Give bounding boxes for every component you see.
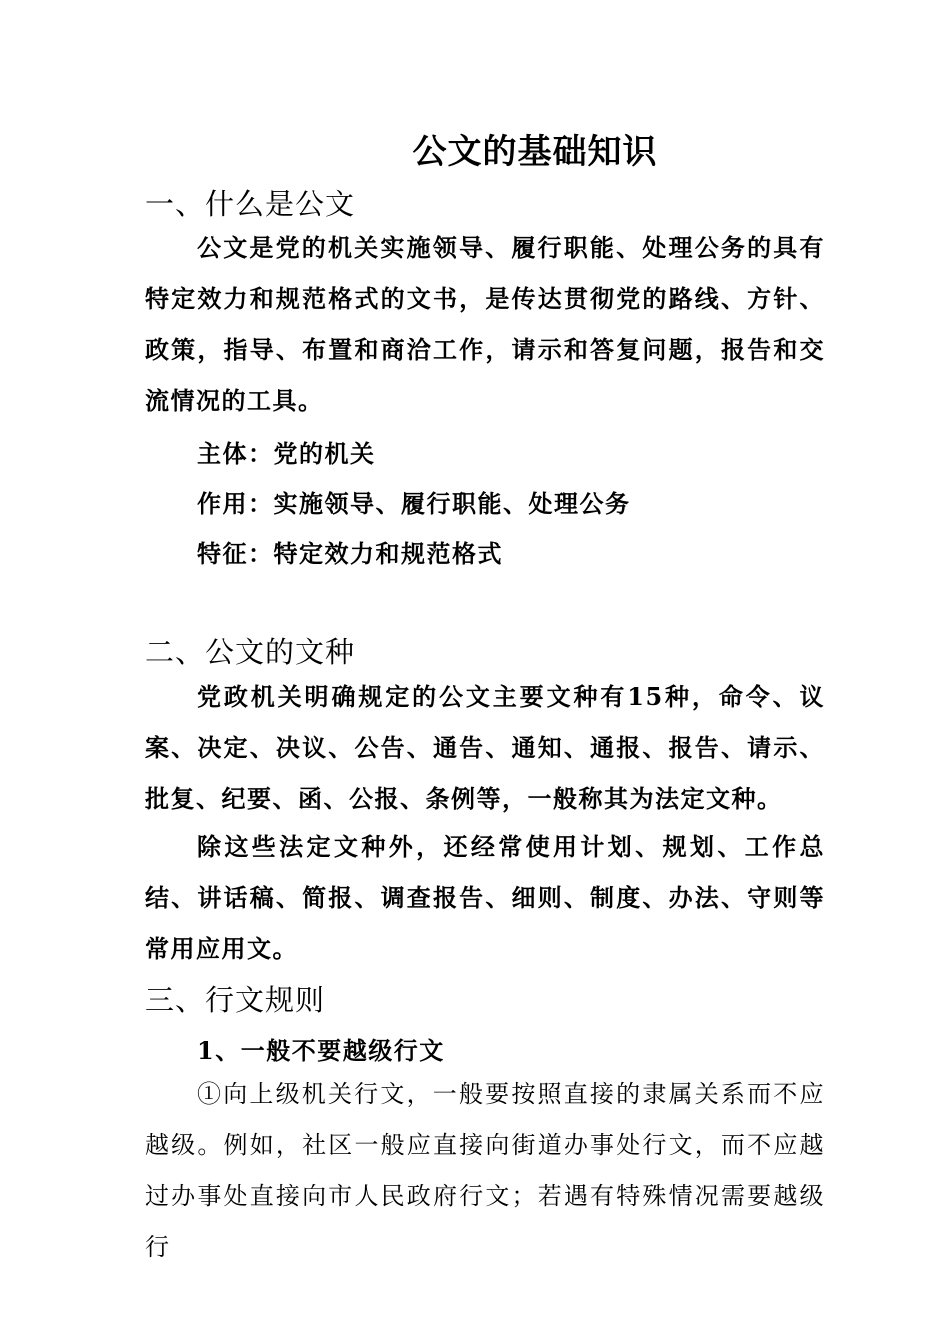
section-2-paragraph-2: 除这些法定文种外，还经常使用计划、规划、工作总结、讲话稿、简报、调查报告、细则、制度、办法、守则等常用应用文。 — [145, 832, 825, 963]
section-1-point-feature: 特征：特定效力和规范格式 — [197, 539, 503, 568]
section-1-heading: 一、什么是公文 — [145, 187, 356, 221]
section-2-heading: 二、公文的文种 — [145, 635, 356, 669]
section-3-paragraph: ①向上级机关行文，一般要按照直接的隶属关系而不应越级。例如，社区一般应直接向街道办事处行文，而不应越过办事处直接向市人民政府行文；若遇有特殊情况需要越级行 — [145, 1080, 825, 1261]
document-title: 公文的基础知识 — [412, 132, 658, 172]
section-3-subheading: 1、一般不要越级行文 — [197, 1036, 445, 1065]
section-3-heading: 三、行文规则 — [145, 983, 326, 1017]
section-1-point-subject: 主体：党的机关 — [197, 439, 376, 468]
section-1-paragraph: 公文是党的机关实施领导、履行职能、处理公务的具有特定效力和规范格式的文书，是传达贯彻党的路线、方针、政策，指导、布置和商洽工作，请示和答复问题，报告和交流情况的工具。 — [145, 233, 825, 415]
section-2-paragraph-1: 党政机关明确规定的公文主要文种有15种，命令、议案、决定、决议、公告、通告、通知、通报、报告、请示、批复、纪要、函、公报、条例等，一般称其为法定文种。 — [145, 682, 825, 813]
section-1-point-function: 作用：实施领导、履行职能、处理公务 — [197, 489, 631, 518]
